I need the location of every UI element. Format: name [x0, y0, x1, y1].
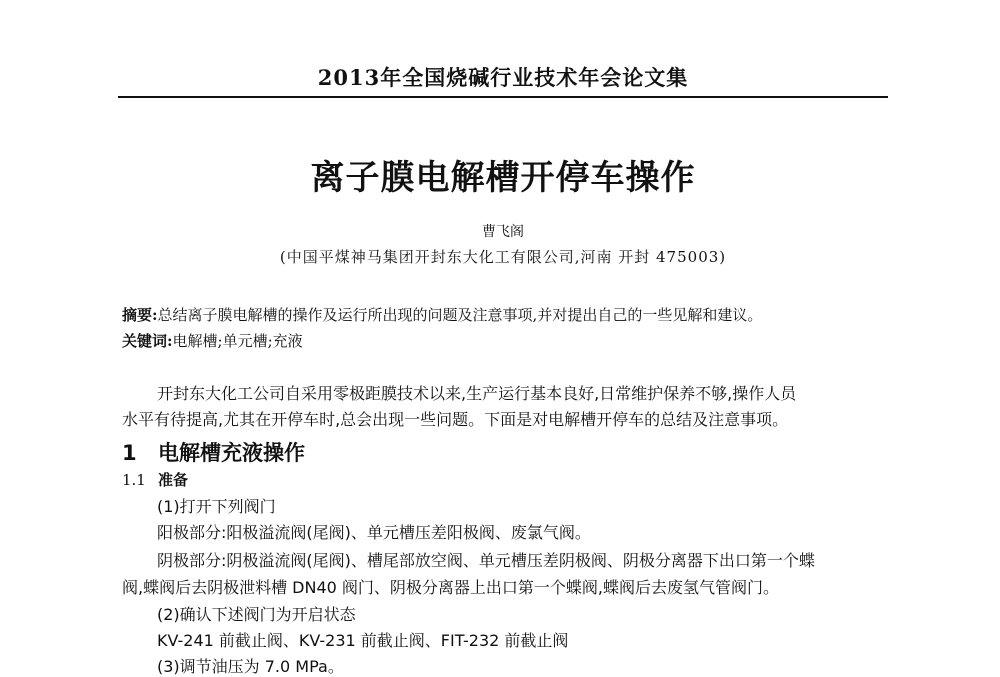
subsection-title: 准备 [158, 471, 189, 489]
abstract-label: 摘要: [122, 306, 158, 324]
subsection-heading [122, 469, 188, 490]
keywords-label: 关键词: [122, 332, 173, 350]
affiliation: (中国平煤神马集团开封东大化工有限公司,河南 开封 475003) [279, 248, 727, 266]
section-title: 电解槽充液操作 [158, 441, 305, 465]
intro-paragraph-line-2: 水平有待提高,尤其在开停车时,总会出现一些问题。下面是对电解槽开停车的总结及注意事项。 [122, 410, 789, 429]
author: 曹飞阁 [482, 224, 524, 240]
cathode-valves-line-1: 阴极部分:阴极溢流阀(尾阀)、槽尾部放空阀、单元槽压差阴极阀、阴极分离器下出口第一个蝶 [157, 551, 815, 570]
keywords [122, 330, 303, 351]
anode-valves-line: 阳极部分:阳极溢流阀(尾阀)、单元槽压差阳极阀、废氯气阀。 [157, 523, 591, 542]
subsection-number: 1.1 [122, 471, 146, 489]
paper-title: 离子膜电解槽开停车操作 [310, 158, 696, 198]
step-1-line: (1)打开下列阀门 [157, 497, 276, 516]
cathode-valves-line-2: 阀,蝶阀后去阴极泄料槽 DN40 阀门、阴极分离器上出口第一个蝶阀,蝶阀后去废氢气管阀门。 [122, 578, 779, 597]
intro-paragraph-line-1: 开封东大化工公司自采用零极距膜技术以来,生产运行基本良好,日常维护保养不够,操作人员 [157, 384, 797, 403]
open-valves-list: KV-241 前截止阀、KV-231 前截止阀、FIT-232 前截止阀 [157, 631, 569, 650]
header-rule [118, 96, 888, 98]
step-2-line: (2)确认下述阀门为开启状态 [157, 605, 356, 624]
section-number: 1 [122, 441, 137, 465]
section-heading [122, 437, 305, 467]
abstract [122, 304, 762, 325]
keywords-text: 电解槽;单元槽;充液 [172, 332, 303, 350]
running-head: 2013年全国烧碱行业技术年会论文集 [317, 65, 689, 90]
abstract-text: 总结离子膜电解槽的操作及运行所出现的问题及注意事项,并对提出自己的一些见解和建议。 [157, 306, 763, 324]
step-3-line: (3)调节油压为 7.0 MPa。 [157, 657, 344, 676]
